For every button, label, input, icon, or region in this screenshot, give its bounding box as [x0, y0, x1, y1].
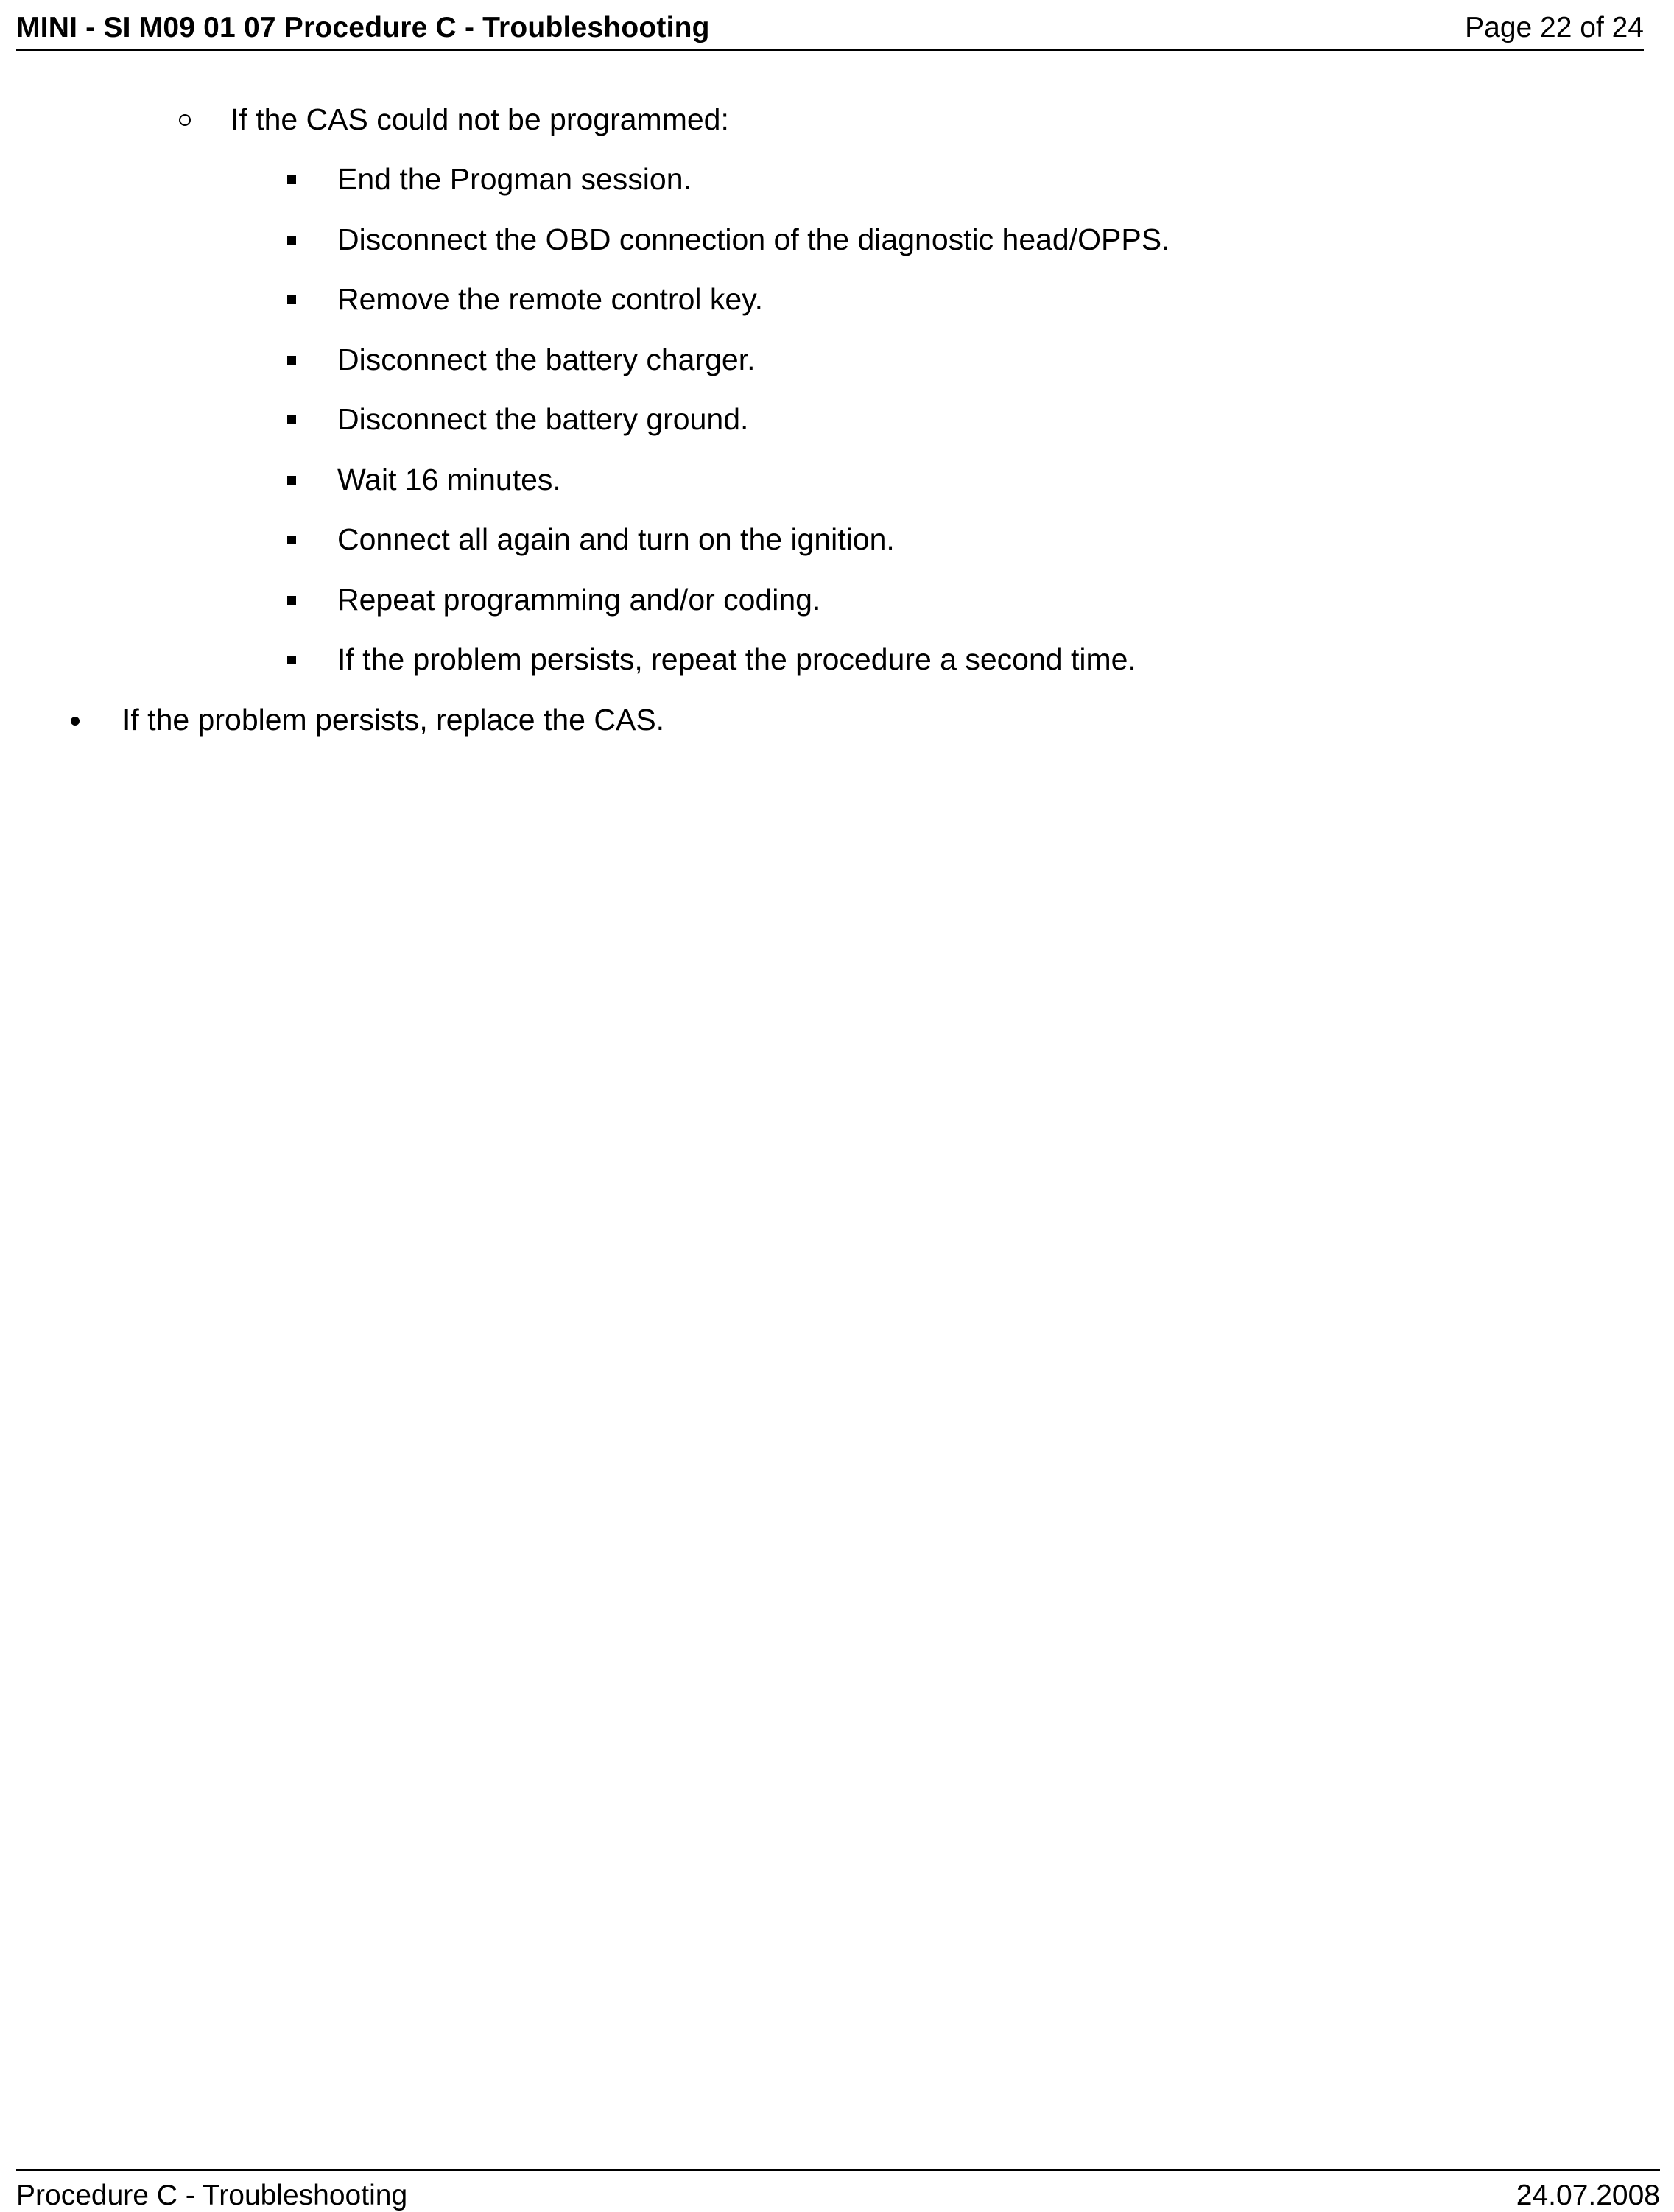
bullet-dot-icon: [71, 717, 80, 726]
sub-list-item: If the CAS could not be programmed:: [231, 102, 729, 136]
step-list-item: Remove the remote control key.: [337, 282, 764, 316]
square-bullet-icon: [287, 295, 296, 304]
square-bullet-icon: [287, 536, 296, 544]
footer-date: 24.07.2008: [1516, 2180, 1660, 2211]
step-list-item: End the Progman session.: [337, 162, 692, 196]
step-list-item: Disconnect the battery ground.: [337, 402, 749, 436]
step-list-item: Wait 16 minutes.: [337, 463, 561, 496]
step-list-item: Connect all again and turn on the ignition.: [337, 522, 895, 556]
page-header: [16, 7, 1644, 51]
document-title: MINI - SI M09 01 07 Procedure C - Troubleshooting: [16, 12, 710, 43]
list-item: If the problem persists, replace the CAS.: [122, 703, 665, 737]
square-bullet-icon: [287, 415, 296, 424]
step-list-item: Disconnect the battery charger.: [337, 343, 756, 376]
footer-section-title: Procedure C - Troubleshooting: [16, 2180, 408, 2211]
hollow-circle-bullet-icon: [179, 114, 191, 126]
square-bullet-icon: [287, 356, 296, 365]
square-bullet-icon: [287, 175, 296, 184]
step-list-item: Repeat programming and/or coding.: [337, 583, 821, 617]
square-bullet-icon: [287, 236, 296, 245]
step-list-item: Disconnect the OBD connection of the diagnostic head/OPPS.: [337, 222, 1170, 256]
page-footer: [16, 2169, 1660, 2212]
square-bullet-icon: [287, 656, 296, 664]
page-number: Page 22 of 24: [1465, 12, 1644, 43]
step-list-item: If the problem persists, repeat the procedure a second time.: [337, 642, 1136, 676]
square-bullet-icon: [287, 596, 296, 605]
square-bullet-icon: [287, 476, 296, 485]
